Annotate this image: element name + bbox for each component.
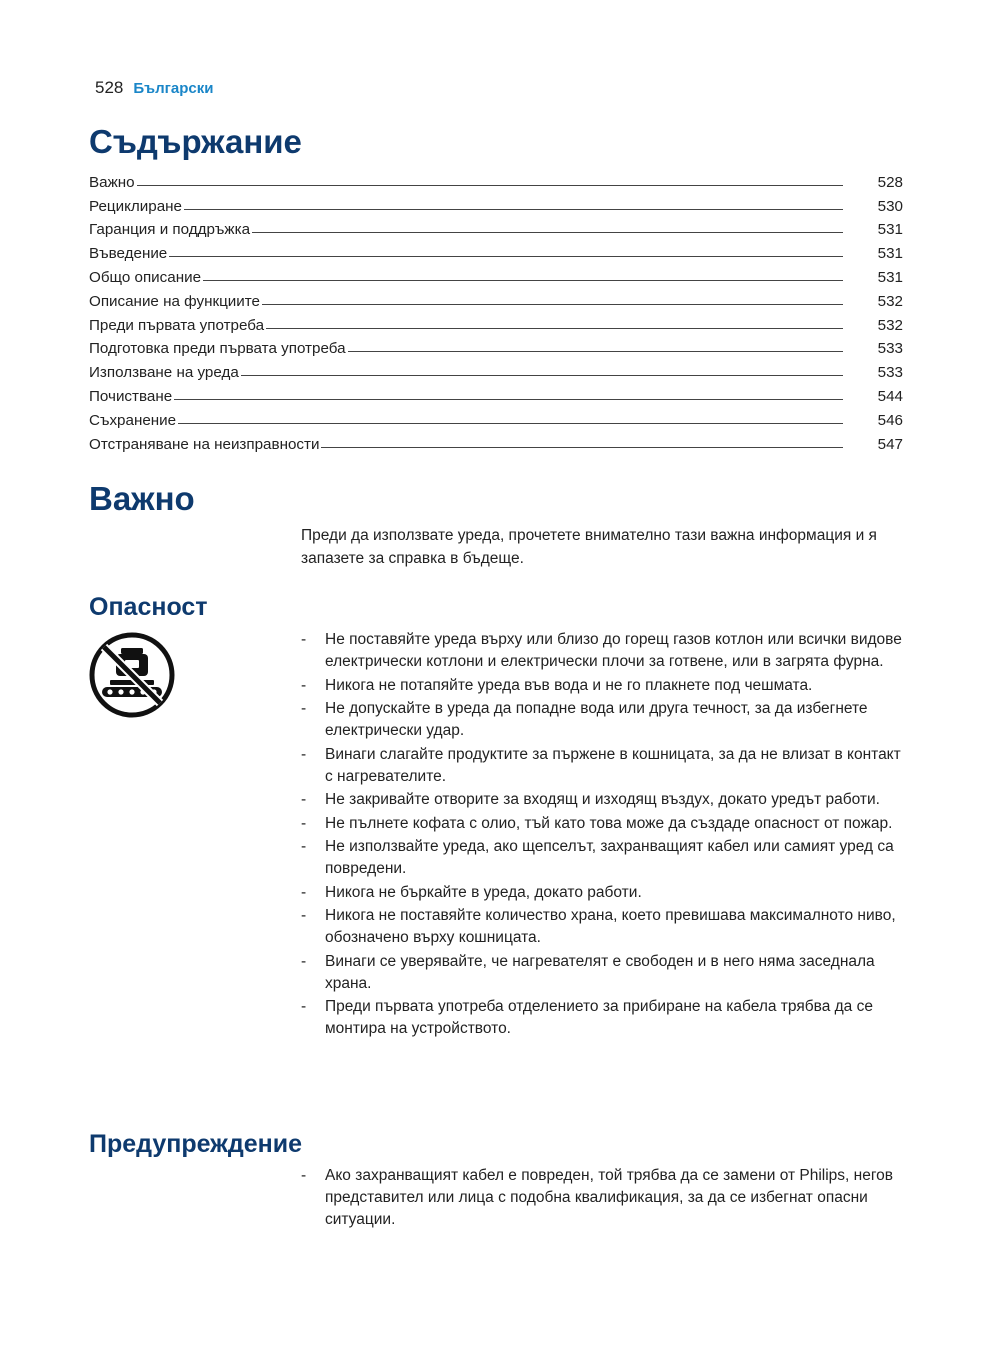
toc-entry-title: Гаранция и поддръжка [89, 221, 251, 239]
table-of-contents [89, 167, 903, 453]
toc-entry-title: Преди първата употреба [89, 316, 265, 334]
danger-list [301, 629, 905, 1042]
toc-entry-page: 531 [877, 245, 903, 263]
toc-leader [262, 303, 843, 305]
important-intro: Преди да използвате уреда, прочетете внимателно тази важна информация и я запазете за справка в бъдеще. [301, 527, 877, 567]
bullet-marker: - [301, 998, 307, 1015]
list-item [301, 996, 905, 1040]
toc-entry-page: 533 [877, 340, 903, 358]
toc-entry-title: Въведение [89, 245, 168, 263]
warning-list [301, 1165, 905, 1233]
toc-entry [89, 262, 903, 286]
warning-title: Предупреждение [89, 1130, 303, 1158]
list-item [301, 951, 905, 995]
language-label: Български [133, 80, 214, 97]
toc-leader [137, 184, 843, 186]
danger-title: Опасност [89, 593, 208, 621]
toc-leader [169, 255, 843, 257]
toc-entry-page: 533 [877, 364, 903, 382]
toc-entry [89, 334, 903, 358]
list-item-text: Не закривайте отворите за входящ и изходящ въздух, докато уредът работи. [325, 791, 880, 808]
toc-leader [203, 279, 843, 281]
toc-entry-page: 547 [877, 435, 903, 453]
toc-entry [89, 405, 903, 429]
toc-entry [89, 167, 903, 191]
toc-entry-title: Почистване [89, 387, 173, 405]
toc-entry [89, 429, 903, 453]
bullet-marker: - [301, 907, 307, 924]
toc-entry [89, 238, 903, 262]
toc-entry-page: 532 [877, 292, 903, 310]
toc-entry-page: 532 [877, 316, 903, 334]
bullet-marker: - [301, 883, 307, 901]
toc-title: Съдържание [89, 123, 302, 160]
list-item [301, 813, 905, 835]
list-item [301, 836, 905, 880]
list-item-text: Не използвайте уреда, ако щепселът, захранващият кабел или самият уред са повредени. [325, 838, 894, 877]
list-item [301, 698, 905, 742]
list-item-text: Не поставяйте уреда върху или близо до горещ газов котлон или всички видове електрически котлони и електрически плочи за готвене, или в загрята фурна. [325, 631, 902, 670]
toc-entry-title: Описание на функциите [89, 292, 260, 310]
bullet-marker: - [301, 700, 307, 717]
list-item-text: Не допускайте в уреда да попадне вода или друга течност, за да избегнете електрически удар. [325, 700, 868, 739]
toc-leader [184, 208, 843, 210]
bullet-marker: - [301, 838, 307, 855]
toc-entry [89, 286, 903, 310]
list-item-text: Винаги се уверявайте, че нагревателят е свободен и в него няма заседнала храна. [325, 952, 875, 992]
toc-entry-page: 530 [877, 197, 903, 215]
bullet-marker: - [301, 952, 307, 970]
list-item [301, 1165, 905, 1231]
toc-leader [174, 398, 843, 400]
list-item [301, 675, 905, 697]
toc-leader [266, 327, 843, 329]
toc-entry-title: Общо описание [89, 268, 202, 286]
bullet-marker: - [301, 745, 307, 763]
toc-entry-page: 531 [877, 221, 903, 239]
toc-entry [89, 357, 903, 381]
bullet-marker: - [301, 1167, 307, 1184]
page-number: 528 [95, 78, 124, 97]
bullet-marker: - [301, 791, 307, 808]
toc-entry-title: Използване на уреда [89, 364, 239, 382]
toc-entry-title: Отстраняване на неизправности [89, 435, 320, 453]
no-stove-icon [88, 631, 176, 719]
toc-entry [89, 215, 903, 239]
important-title: Важно [89, 480, 195, 517]
page-header [95, 78, 213, 98]
toc-leader [321, 446, 843, 448]
list-item [301, 882, 905, 904]
toc-entry-title: Важно [89, 173, 135, 191]
bullet-marker: - [301, 676, 307, 694]
toc-entry-page: 546 [877, 411, 903, 429]
toc-leader [178, 422, 843, 424]
toc-entry-title: Рециклиране [89, 197, 182, 215]
toc-leader [252, 231, 843, 233]
toc-entry-title: Съхранение [89, 411, 177, 429]
bullet-marker: - [301, 814, 307, 832]
toc-leader [348, 350, 843, 352]
toc-entry-page: 531 [877, 268, 903, 286]
toc-entry [89, 310, 903, 334]
list-item-text: Никога не бъркайте в уреда, докато работи. [325, 883, 642, 901]
toc-entry-title: Подготовка преди първата употреба [89, 340, 346, 358]
toc-entry-page: 528 [877, 173, 903, 191]
list-item-text: Винаги слагайте продуктите за пържене в кошницата, за да не влизат в контакт с нагревателите. [325, 745, 901, 785]
bullet-marker: - [301, 631, 307, 648]
list-item-text: Не пълнете кофата с олио, тъй като това може да създаде опасност от пожар. [325, 814, 893, 832]
toc-entry [89, 381, 903, 405]
toc-entry [89, 191, 903, 215]
list-item-text: Никога не потапяйте уреда във вода и не го плакнете под чешмата. [325, 676, 813, 694]
list-item [301, 629, 905, 673]
list-item [301, 789, 905, 811]
toc-entry-page: 544 [877, 387, 903, 405]
list-item-text: Никога не поставяйте количество храна, което превишава максималното ниво, обозначено върху кошницата. [325, 907, 896, 946]
list-item-text: Ако захранващият кабел е повреден, той трябва да се замени от Philips, негов представител или лица с подобна квалификация, за да се избегнат опасни ситуации. [325, 1167, 893, 1228]
list-item-text: Преди първата употреба отделението за прибиране на кабела трябва да се монтира на устройството. [325, 998, 873, 1037]
list-item [301, 905, 905, 949]
list-item [301, 744, 905, 788]
toc-leader [241, 374, 843, 376]
